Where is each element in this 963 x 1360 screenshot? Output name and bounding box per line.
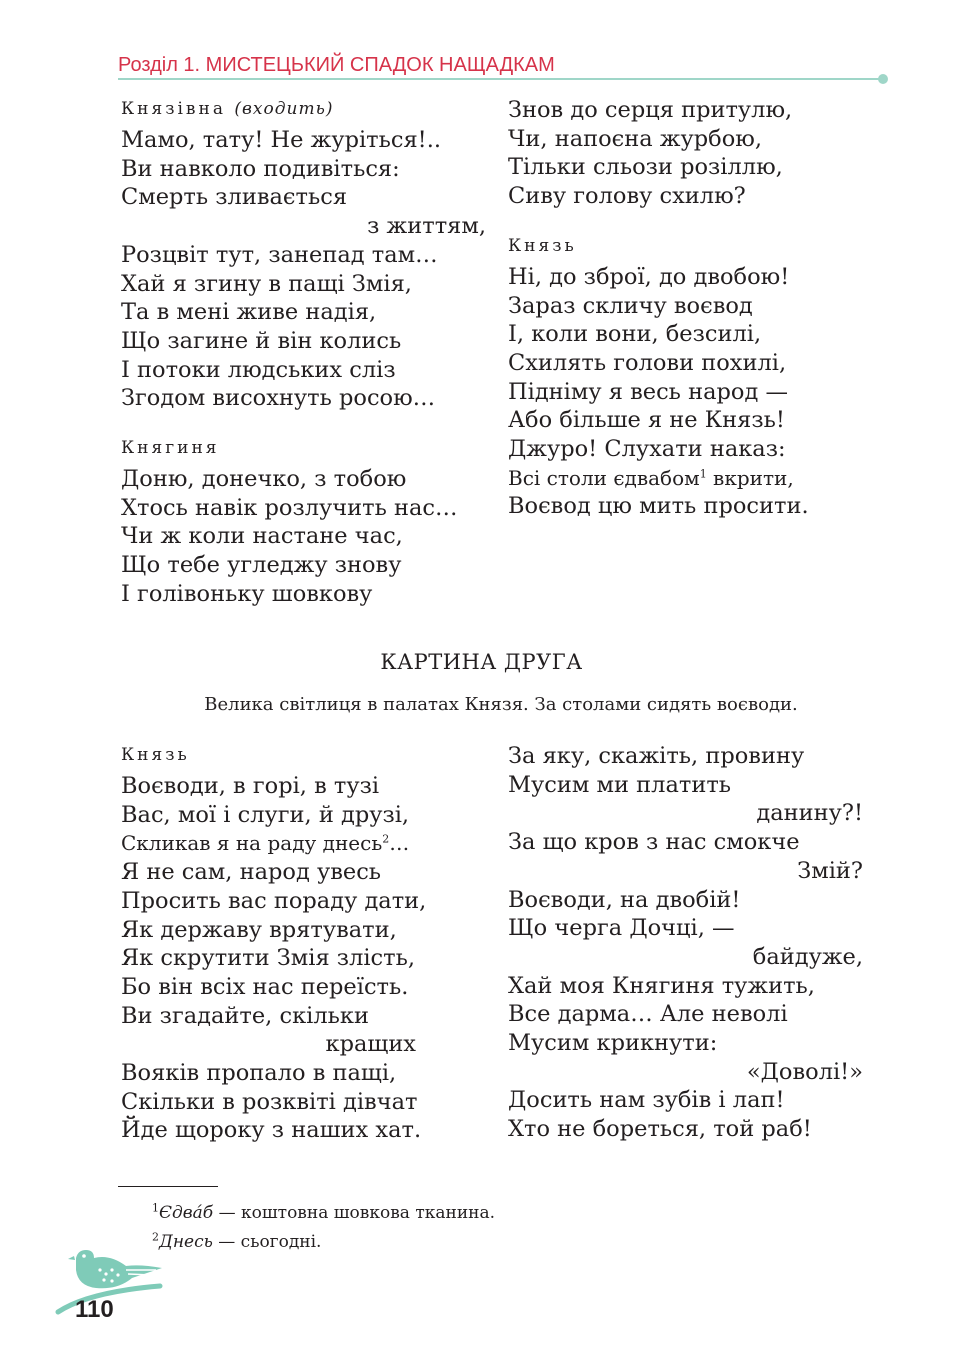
verse-text: Досить нам зубів і лап!	[508, 1087, 785, 1114]
verse-line	[508, 943, 863, 972]
speaker-label: Князівна	[121, 99, 226, 119]
verse-text: Що черга Дочці, —	[508, 915, 735, 942]
verse-text: Смерть зливається	[121, 184, 348, 211]
verse-line	[121, 772, 416, 801]
verse-line	[508, 1029, 863, 1058]
verse-text: Скликав я на раду днесь	[121, 831, 383, 856]
verse-text: Хто не бореться, той раб!	[508, 1116, 812, 1143]
speaker-label: Княгиня	[121, 438, 220, 459]
verse-text: Ви навколо подивіться:	[121, 155, 400, 182]
verse-text: «Доволі!»	[746, 1058, 863, 1085]
speaker-name	[121, 742, 416, 768]
verse-text: Вояків пропало в пащі,	[121, 1060, 397, 1087]
verse-line	[508, 378, 848, 407]
verse-line	[121, 944, 416, 973]
verse-line	[508, 914, 863, 943]
scene-title: КАРТИНА ДРУГА	[380, 650, 583, 674]
verse-text: За яку, скажіть, провину	[508, 743, 805, 769]
verse-line	[508, 1115, 863, 1144]
verse-text-after: вкрити,	[706, 465, 794, 490]
header-rule	[118, 78, 884, 80]
verse-text: Та в мені живе надія,	[121, 299, 377, 326]
verse-text: Воєвод цю мить просити.	[508, 493, 809, 520]
verse-text: Скільки в розквіті дівчат	[121, 1088, 418, 1115]
verse-line	[508, 349, 848, 378]
verse-line	[508, 857, 863, 886]
verse-line	[121, 465, 486, 494]
verse-text: Чи, напоєна журбою,	[508, 125, 762, 152]
verse-text: Мусим крикнути:	[508, 1030, 718, 1057]
header-dot	[878, 74, 888, 84]
scene-stage-direction: Велика світлиця в палатах Князя. За столами сидять воєводи.	[204, 694, 798, 715]
verse-text: Або більше я не Князь!	[508, 407, 785, 434]
verse-text: Як державу врятувати,	[121, 916, 397, 943]
scene2-left-column	[121, 742, 427, 1145]
verse-text: Згодом висохнуть росою…	[121, 385, 436, 412]
scene1-right-column	[508, 96, 848, 521]
verse-text: Йде щороку з наших хат.	[121, 1117, 422, 1144]
verse-line	[121, 1059, 416, 1088]
verse-line	[121, 327, 486, 356]
verse-text: Доню, донечко, з тобою	[121, 466, 407, 493]
verse-line	[121, 384, 486, 413]
verse-text: байдуже,	[752, 943, 863, 970]
verse-line	[508, 771, 863, 800]
verse-text: кращих	[325, 1031, 416, 1058]
verse-text: І, коли вони, безсилі,	[508, 321, 762, 348]
verse-line	[508, 263, 848, 292]
verse-line	[121, 183, 486, 212]
stage-direction: (входить)	[234, 99, 334, 119]
verse-text: Все дарма… Але неволі	[508, 1001, 788, 1028]
verse-line	[121, 1002, 416, 1031]
verse-line	[508, 96, 848, 125]
verse-text: І голівоньку шовкову	[121, 580, 373, 607]
verse-text: Хай я згину в пащі Змія,	[121, 270, 412, 297]
verse-line	[121, 270, 486, 299]
verse-line	[121, 356, 486, 385]
verse-line	[508, 1086, 863, 1115]
verse-line	[121, 298, 486, 327]
footnote-marker: 2	[382, 832, 390, 846]
verse-line	[121, 887, 427, 916]
verse-line	[508, 435, 848, 464]
footnote-1-term: Єдва́б	[159, 1203, 214, 1223]
verse-line	[508, 828, 863, 857]
verse-line	[121, 126, 486, 155]
footnote-2-term: Днесь	[159, 1232, 213, 1252]
verse-line	[508, 492, 848, 521]
verse-text: Бо він всіх нас переїсть.	[121, 973, 409, 1000]
verse-text: Сиву голову схилю?	[508, 183, 746, 210]
verse-text: Хай моя Княгиня тужить,	[508, 972, 815, 999]
verse-text: Що загине й він колись	[121, 327, 402, 354]
verse-line	[508, 153, 848, 182]
verse-line	[508, 1058, 863, 1087]
verse-line	[508, 182, 848, 211]
verse-line	[508, 1000, 863, 1029]
verse-text: Підніму я весь народ —	[508, 378, 788, 405]
verse-text: Схилять голови похилі,	[508, 349, 787, 376]
verse-line	[121, 829, 416, 858]
verse-text: Мусим ми платить	[508, 771, 732, 798]
verse-line	[121, 212, 486, 241]
verse-text: Зараз скличу воєвод	[508, 292, 753, 319]
verse-line	[121, 801, 416, 830]
verse-text: Чи ж коли настане час,	[121, 523, 403, 550]
speaker-name	[121, 435, 486, 461]
verse-line	[508, 406, 848, 435]
verse-text: Що тебе угледжу знову	[121, 552, 402, 579]
verse-text: Просить вас пораду дати,	[121, 887, 427, 914]
verse-text: Ні, до зброї, до двобою!	[508, 263, 790, 290]
verse-line	[121, 1030, 416, 1059]
verse-line	[508, 799, 863, 828]
verse-line	[121, 973, 416, 1002]
footnote-rule	[118, 1186, 218, 1187]
verse-line	[121, 858, 416, 887]
verse-line	[508, 972, 863, 1001]
section-header: Розділ 1. МИСТЕЦЬКИЙ СПАДОК НАЩАДКАМ	[118, 54, 555, 76]
verse-line	[508, 320, 848, 349]
verse-line	[121, 155, 486, 184]
verse-line	[121, 1116, 422, 1145]
footnote-2-definition: — сьогодні.	[212, 1232, 322, 1252]
verse-line	[508, 742, 863, 771]
footnote-1	[152, 1203, 495, 1223]
verse-line	[508, 292, 848, 321]
verse-text: Хтось навік розлучить нас…	[121, 494, 458, 521]
verse-line	[121, 494, 486, 523]
verse-text: Тільки сльози розіллю,	[508, 154, 783, 181]
verse-text: Мамо, тату! Не журіться!..	[121, 127, 442, 153]
scene2-right-column	[508, 742, 863, 1144]
verse-text: Джуро! Слухати наказ:	[508, 436, 786, 463]
verse-text: За що кров з нас смокче	[508, 829, 800, 856]
page-number: 110	[75, 1296, 114, 1323]
verse-text: Вас, мої і слуги, й друзі,	[121, 801, 410, 828]
verse-text: Всі столи єдвабом	[508, 465, 700, 490]
footnote-2	[152, 1232, 321, 1252]
footnote-1-definition: — коштовна шовкова тканина.	[213, 1203, 496, 1223]
verse-line	[121, 580, 486, 609]
verse-text: з життям,	[367, 213, 486, 240]
footnote-1-number: 1	[152, 1201, 159, 1215]
verse-line	[121, 241, 486, 270]
verse-text: Воєводи, на двобій!	[508, 886, 741, 913]
verse-text: Воєводи, в горі, в тузі	[121, 773, 380, 799]
verse-line	[121, 551, 486, 580]
verse-line	[121, 522, 486, 551]
speaker-name	[508, 233, 848, 259]
footnote-2-number: 2	[152, 1230, 159, 1244]
verse-text: данину?!	[756, 800, 863, 827]
verse-text: Змій?	[797, 857, 863, 884]
speaker-label: Князь	[121, 745, 190, 765]
verse-text: Як скрутити Змія злість,	[121, 945, 416, 972]
verse-text: І потоки людських сліз	[121, 356, 396, 383]
speaker-label: Князь	[508, 235, 577, 256]
verse-text: Ви згадайте, скільки	[121, 1002, 369, 1029]
verse-line	[508, 464, 848, 493]
verse-line	[508, 125, 848, 154]
verse-text-after: …	[389, 831, 410, 856]
scene1-left-column	[121, 96, 486, 609]
footnote-marker: 1	[699, 467, 707, 481]
verse-line	[508, 886, 863, 915]
verse-text: Я не сам, народ увесь	[121, 859, 382, 886]
verse-text: Розцвіт тут, занепад там…	[121, 241, 438, 268]
verse-text: Знов до серця притулю,	[508, 97, 793, 123]
speaker-name	[121, 96, 486, 122]
verse-line	[121, 1088, 416, 1117]
verse-line	[121, 916, 416, 945]
